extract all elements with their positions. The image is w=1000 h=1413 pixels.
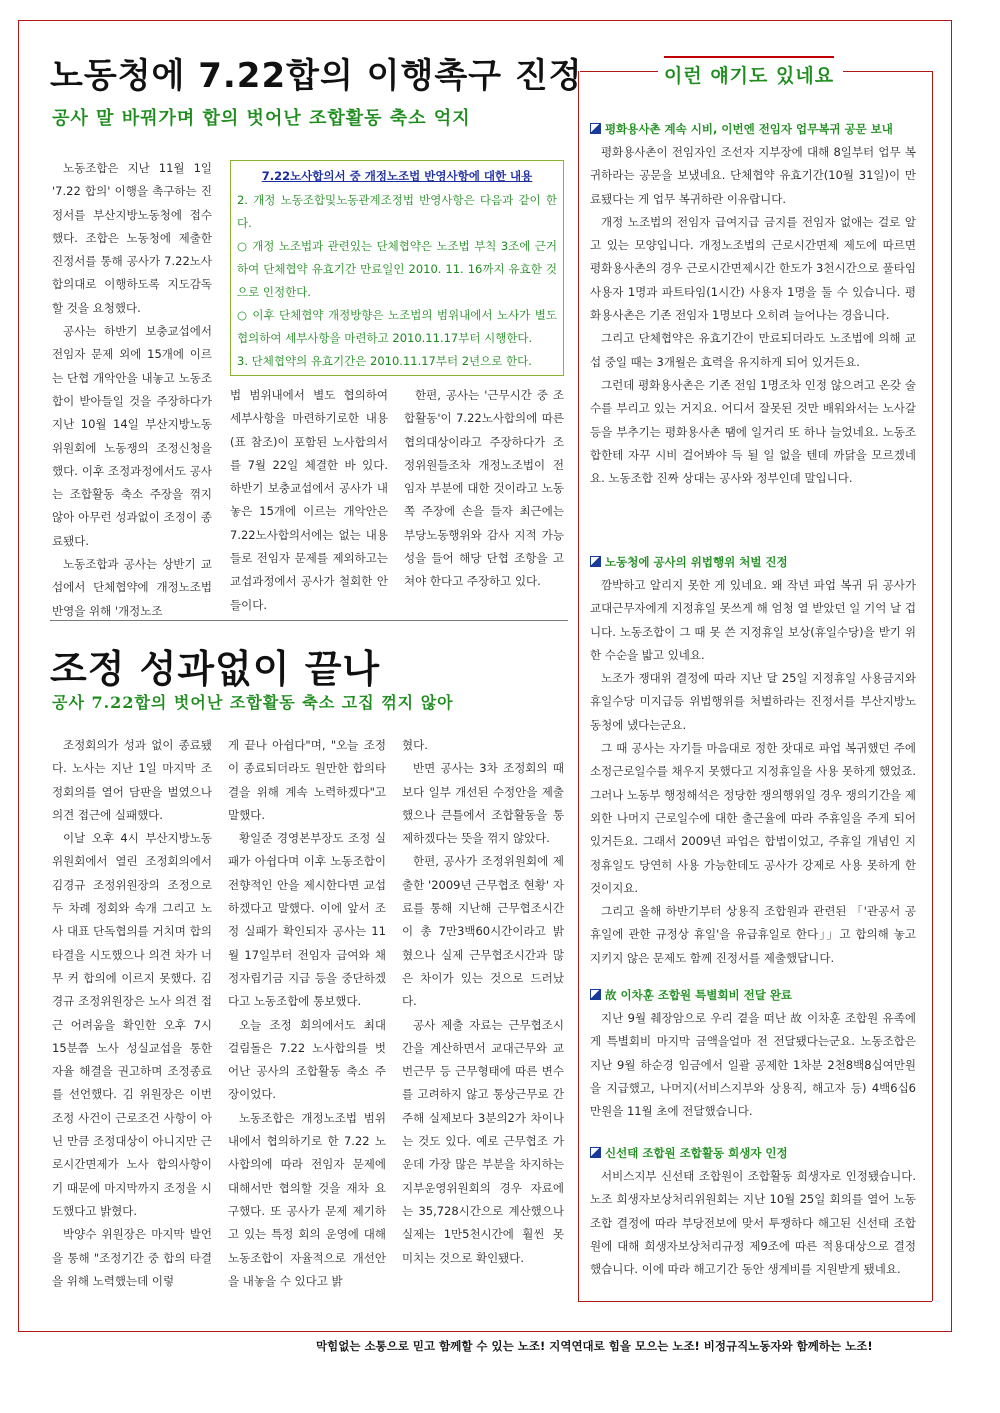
sidebar-para: 지난 9월 췌장암으로 우리 곁을 떠난 故 이차훈 조합원 유족에게 특별회비 마지막 금액을얼마 전 전달됐다는군요. 노동조합은 지난 9월 하순경 임금에서 일괄 공제한 1차분 2천8백8십여만원을 지급했고, 나머지(서비스지부와 상용직, 해고자 등) 4백6십6만원을 11월 초에 전달했습니다.: [590, 1011, 916, 1119]
sidebar-border: [578, 71, 579, 1301]
sidebar-para: 그리고 단체협약은 유효기간이 만료되더라도 노조법에 의해 교섭 중일 때는 3개월은 효력을 유지하게 되어 있거든요.: [590, 331, 916, 369]
article2-col3-para: 한편, 공사가 조정위원회에 제출한 '2009년 근무협조 현황' 자료를 통해 지난해 근무협조시간이 총 7만3백60시간이라고 밝혔으나 실제 근무협조시간과 많은 차이가 있는 것으로 드러났다.: [402, 854, 564, 1009]
sidebar-para: 그런데 평화용사촌은 기존 전임 1명조차 인정 않으려고 온갖 술수를 부리고 있는 거지요. 어디서 잘못된 것만 배워와서는 노사갈등을 부추기는 평화용사촌 땜에 일거리 또 하나 늘었네요. 노동조합한테 자꾸 시비 걸어봐야 득 될 일 없을 텐데 까닭을 모르겠네요. 노동조합 진짜 상대는 공사와 정부인데 말입니다.: [590, 377, 916, 486]
article1-column-3: [404, 384, 564, 594]
article1-col1-para: 노동조합은 지난 11월 1일 '7.22 합의' 이행을 촉구하는 진정서를 부산지방노동청에 접수했다. 조합은 노동청에 제출한 진정서를 통해 공사가 7.22노사합의대로 이행하도록 지도감독할 것을 요청했다.: [52, 161, 212, 315]
article2-col3-para: 반면 공사는 3차 조정회의 때보다 일부 개선된 수정안을 제출했으나 큰틀에서 조합활동을 통제하겠다는 뜻을 꺾지 않았다.: [402, 761, 564, 846]
section-title-text: 노동청에 공사의 위법행위 처벌 진정: [605, 555, 788, 569]
sidebar-para: 평화용사촌이 전임자인 조선자 지부장에 대해 8일부터 업무 복귀하라는 공문을 보냈네요. 단체협약 유효기간(10월 31일)이 만료됐다는 게 업무 복귀하란 이유랍니다.: [590, 145, 916, 206]
article1-col1-para: 노동조합과 공사는 상반기 교섭에서 단체협약에 개정노조법 반영을 위해 '개정노조: [52, 557, 212, 618]
section-square-icon: [590, 123, 601, 134]
article2-col1-para: 조정회의가 성과 없이 종료됐다. 노사는 지난 1일 마지막 조정회의를 열어 담판을 벌였으나 의견 접근에 실패했다.: [52, 738, 212, 822]
agreement-box-line: ○ 이후 단체협약 개정방향은 노조법의 범위내에서 노사가 별도 협의하여 세부사항을 마련하고 2010.11.17부터 시행한다.: [237, 308, 557, 345]
sidebar-para: 그리고 올해 하반기부터 상용직 조합원과 관련된 「'관공서 공휴일에 관한 규정상 휴일'을 유급휴일로 한다」」고 합의해 놓고 지키지 않은 문제도 함께 진정서를 제출했답니다.: [590, 904, 916, 965]
article-divider: [50, 620, 568, 621]
agreement-box-body: [237, 189, 557, 373]
agreement-box-line: ○ 개정 노조법과 관련있는 단체협약은 노조법 부칙 3조에 근거하여 단체협약 유효기간 만료일인 2010. 11. 16까지 유효한 것으로 인정한다.: [237, 239, 557, 299]
sidebar-section-body: [590, 1165, 916, 1281]
article1-column-1: [52, 157, 212, 623]
sidebar-para: 개정 노조법의 전임자 급여지급 금지를 전임자 없애는 걸로 알고 있는 모양입니다. 개정노조법의 근로시간면제 제도에 따르면 평화용사촌의 경우 근로시간면제시간 한도가 3천시간으로 풀타임 사용자 1명과 파트타임(1시간) 사용자 1명을 둘 수 있습니다. 평화용사촌은 기존 전임자 1명보다 오히려 늘어나는 경읍니다.: [590, 214, 916, 323]
section-title-text: 故 이차훈 조합원 특별회비 전달 완료: [605, 988, 793, 1002]
agreement-box-line: 2. 개정 노동조합및노동관계조정법 반영사항은 다음과 같이 한다.: [237, 193, 557, 230]
sidebar-section-body: [590, 574, 916, 970]
section-title-text: 신선태 조합원 조합활동 희생자 인정: [605, 1146, 788, 1160]
article2-col3-para: 공사 제출 자료는 근무협조시간을 계산하면서 교대근무와 교번근무 등 근무형태에 따른 변수를 고려하지 않고 통상근무로 간주해 실제보다 3분의2가 차이나는 것도 있다. 예로 근무협조 가운데 가장 많은 부분을 차지하는 지부운영위원회의 경우 자료에는 35,728시간으로 계산했으나 실제는 1만5천시간에 훨씬 못 미치는 것으로 확인됐다.: [402, 1017, 564, 1265]
section-square-icon: [590, 989, 601, 1000]
sidebar-title: 이런 얘기도 있네요: [664, 56, 834, 88]
article2-column-3: [402, 734, 564, 1270]
agreement-box: [230, 160, 564, 376]
sidebar-para: 그 때 공사는 자기들 마음대로 정한 잣대로 파업 복귀했던 주에 소정근로일수를 채우지 못했다고 지정휴일을 사용 못하게 했었죠. 그러나 노동부 행정해석은 정당한 쟁의행위일 경우 쟁의기간을 제외한 나머지 근로일수에 대한 출근율에 따라 주휴일을 주게 되어 있거든요. 그래서 2009년 파업은 합법이었고, 주휴일 개념인 지정휴일도 당연히 사용 가능한데도 공사가 강제로 사용 못하게 한 것이지요.: [590, 741, 916, 895]
sidebar-section-body: [590, 141, 916, 490]
agreement-box-title: 7.22노사합의서 중 개정노조법 반영사항에 대한 내용: [261, 169, 533, 183]
section-square-icon: [590, 556, 601, 567]
sidebar-rule-right: [843, 71, 932, 72]
article2-column-1: [52, 734, 212, 1293]
sidebar-section-title: [590, 552, 788, 572]
sidebar-rule-left: [580, 71, 658, 72]
sidebar-para: 노조가 쟁대위 결정에 따라 지난 달 25일 지정휴일 사용금지와 휴일수당 미지급등 위법행위를 처벌하라는 진정서를 부산지방노동청에 냈다는군요.: [590, 671, 916, 732]
article2-col2-para: 오늘 조정 회의에서도 최대 걸림돌은 7.22 노사합의를 벗어난 공사의 조합활동 축소 주장이었다.: [228, 1017, 386, 1102]
sidebar-para: 깜박하고 알리지 못한 게 있네요. 왜 작년 파업 복귀 뒤 공사가 교대근무자에게 지정휴일 못쓰게 해 엄청 열 받았던 일 기억 날 겁니다. 노동조합이 그 때 못 쓴 지정휴일 보상(휴일수당)을 받기 위한 수순을 밟고 있네요.: [590, 578, 916, 662]
article2-headline: 조정 성과없이 끝나: [50, 647, 381, 691]
article1-column-2: [230, 384, 388, 617]
sidebar-section-body: [590, 1007, 916, 1123]
article1-headline: 노동청에 7.22합의 이행촉구 진정: [50, 56, 583, 96]
section-square-icon: [590, 1147, 601, 1158]
sidebar-section-title: [590, 119, 893, 139]
section-title-text: 평화용사촌 계속 시비, 이번엔 전임자 업무복귀 공문 보내: [605, 122, 893, 136]
article2-col3-para: 혔다.: [402, 738, 428, 752]
article2-col2-para: 노동조합은 개정노조법 범위 내에서 협의하기로 한 7.22 노사합의에 따라 전임자 문제에 대해서만 협의할 것을 재차 요구했다. 또 공사가 문제 제기하고 있는 특정 회의 운영에 대해 노동조합이 자율적으로 개선안을 내놓을 수 있다고 밝: [228, 1110, 386, 1288]
article1-col1-para: 공사는 하반기 보충교섭에서 전임자 문제 외에 15개에 이르는 단협 개악안을 내놓고 노동조합이 받아들일 것을 주장하다가 지난 10월 14일 부산지방노동위원회에 노동쟁의 조정신청을 했다. 이후 조정과정에서도 공사는 조합활동 축소 주장을 꺾지 않아 아무런 성과없이 조정이 종료됐다.: [52, 324, 212, 548]
sidebar-section-title: [590, 1143, 788, 1163]
footer-slogan: 막힘없는 소통으로 믿고 함께할 수 있는 노조! 지역연대로 힘을 모으는 노조! 비정규직노동자와 함께하는 노조!: [316, 1339, 873, 1353]
article1-subhead: 공사 말 바꿔가며 합의 벗어난 조합활동 축소 억지: [52, 108, 471, 129]
article2-col1-para: 박양수 위원장은 마지막 발언을 통해 "조정기간 중 합의 타결을 위해 노력했는데 이렇: [52, 1227, 212, 1288]
sidebar-bottom-rule: [578, 1301, 932, 1302]
sidebar-border-right: [932, 71, 933, 1301]
article1-col2-para: 법 범위내에서 별도 협의하여 세부사항을 마련하기로한 내용(표 참조)이 포함된 노사합의서를 7월 22일 체결한 바 있다. 하반기 보충교섭에서 공사가 내놓은 15개에 이르는 개악안은 7.22노사합의서에는 없는 내용들로 전임자 문제를 제외하고는 교섭과정에서 공사가 철회한 안들이다.: [230, 388, 388, 612]
agreement-box-line: 3. 단체협약의 유효기간은 2010.11.17부터 2년으로 한다.: [237, 354, 532, 368]
article2-col2-para: 황일준 경영본부장도 조정 실패가 아쉽다며 이후 노동조합이 전향적인 안을 제시한다면 교섭하겠다고 말했다. 이에 앞서 조정 실패가 확인되자 공사는 11월 17일부터 전임자 급여와 채정자립기금 지급 등을 중단하겠다고 노동조합에 통보했다.: [228, 831, 386, 1009]
article2-subhead: 공사 7.22합의 벗어난 조합활동 축소 고집 꺾지 않아: [52, 693, 454, 712]
article2-column-2: [228, 734, 386, 1293]
article2-col2-para: 게 끝나 아쉽다"며, "오늘 조정이 종료되더라도 원만한 합의타결을 위해 계속 노력하겠다"고 말했다.: [228, 738, 386, 822]
article1-col3-para: 한편, 공사는 '근무시간 중 조합활동'이 7.22노사합의에 따른 협의대상이라고 주장하다가 조정위원들조차 개정노조법이 전임자 부분에 대한 것이라고 노동쪽 주장에 손을 들자 최근에는 부당노동행위와 감사 지적 가능성을 들어 해당 단협 조항을 고쳐야 한다고 주장하고 있다.: [404, 388, 564, 589]
article2-col1-para: 이날 오후 4시 부산지방노동위원회에서 열린 조정회의에서 김경규 조정위원장의 조정으로 두 차례 정회와 속개 그리고 노사 대표 단독협의를 거치며 합의 타결을 시도했으나 의견 차가 너무 커 합의에 이르지 못했다. 김경규 조정위원장은 노사 의견 접근 어려움을 확인한 오후 7시 15분쯤 노사 성실교섭을 통한 자율 해결을 권고하며 조정종료를 선언했다. 김 위원장은 이번 조정 사건이 근로조건 사항이 아닌 만큼 조정대상이 아니지만 근로시간면제가 노사 합의사항이기 때문에 마지막까지 조정을 시도했다고 밝혔다.: [52, 831, 212, 1218]
sidebar-para: 서비스지부 신선태 조합원이 조합활동 희생자로 인정됐습니다. 노조 희생자보상처리위원회는 지난 10월 25일 회의를 열어 노동조합 결정에 따라 부당전보에 맞서 투쟁하다 해고된 신선태 조합원에 대해 희생자보상처리규정 제9조에 따른 적용대상으로 결정했습니다. 이에 따라 해고기간 동안 생계비를 지원받게 됐네요.: [590, 1169, 916, 1277]
sidebar-section-title: [590, 985, 792, 1005]
